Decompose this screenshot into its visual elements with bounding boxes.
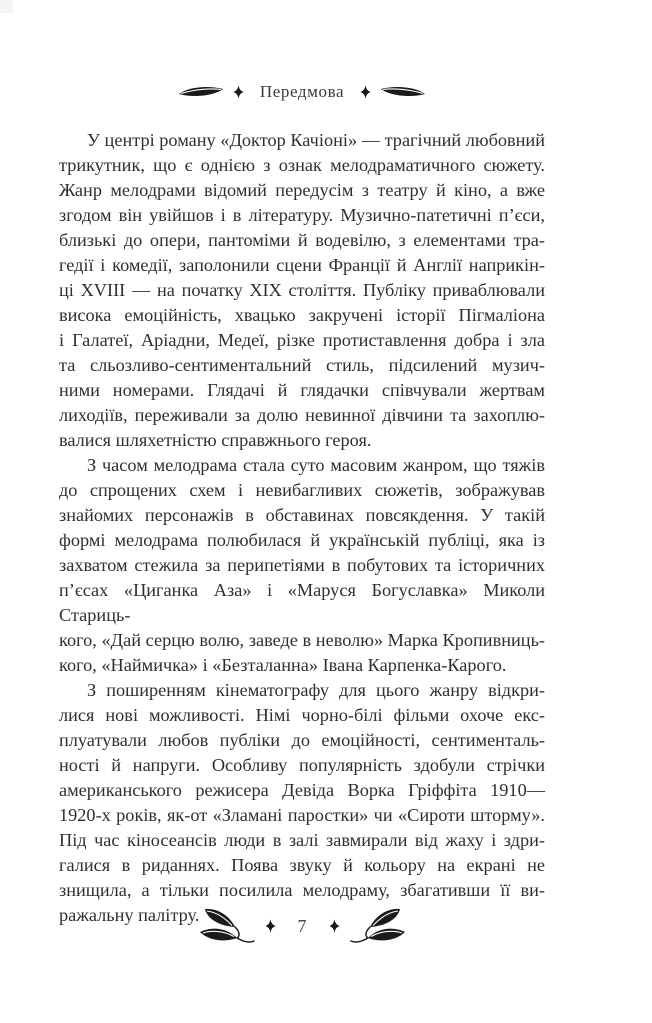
- text-line: З часом мелодрама стала суто масовим жанром, що тяжів: [87, 455, 545, 475]
- text-line: 1920-х років, як-от «Зламані паростки» чи «Сироти шторму».: [59, 805, 545, 825]
- text-line: кого, «Наймичка» і «Безталанна» Івана Карпенка-Карого.: [59, 655, 507, 675]
- text-line: формі мелодрама полюбилася й українській публіці, яка із: [59, 530, 545, 550]
- text-line: п’єсах «Циганка Аза» і «Маруся Богуславка» Миколи Стариць-: [59, 580, 545, 625]
- text-line: та сльозливо-сентиментальний стиль, підсилений музич-: [59, 355, 545, 375]
- text-line: ражальну палітру.: [59, 905, 200, 925]
- text-line: У центрі роману «Доктор Качіоні» — трагічний любовний: [87, 130, 545, 150]
- text-line: ці XVIII — на початку XIX століття. Публіку приваблювали: [59, 280, 545, 300]
- diamond-star-icon: [233, 85, 244, 99]
- text-line: висока емоційність, хвацько закручені історії Пігмаліона: [59, 305, 545, 325]
- diamond-star-icon: [360, 85, 371, 99]
- chapter-header: [59, 76, 545, 108]
- text-line: трикутник, що є однією з ознак мелодраматичного сюжету.: [59, 155, 545, 175]
- text-line: захватом стежила за перипетіями в побутових та історичних: [59, 555, 545, 575]
- text-line: Під час кіносеансів люди в залі завмирали від жаху і здри-: [59, 830, 545, 850]
- text-line: ності й напруги. Особливу популярність здобули стрічки: [59, 755, 545, 775]
- text-line: галися в риданнях. Поява звуку й кольору на екрані не: [59, 855, 545, 875]
- text-line: знайомих персонажів в обставинах повсякдення. У такій: [59, 505, 545, 525]
- text-line: Жанр мелодрами відомий передусім з театру й кіно, а вже: [59, 180, 545, 200]
- text-line: і Галатеї, Аріадни, Медеї, різке протиставлення добра і зла: [59, 330, 545, 350]
- leaf-ornament-icon: [380, 85, 426, 99]
- corner-artifact: [0, 0, 13, 13]
- text-line: знищила, а тільки посилила мелодраму, збагативши її ви-: [59, 880, 545, 900]
- text-line: лиходіїв, переживали за долю невинної дівчини та захоплю-: [59, 405, 545, 425]
- text-line: валися шляхетністю справжнього героя.: [59, 430, 372, 450]
- leaf-sprig-icon: [199, 905, 255, 947]
- text-line: близькі до опери, пантоміми й водевілю, з елементами тра-: [59, 230, 545, 250]
- text-line: американського режисера Девіда Ворка Гріффіта 1910—: [59, 780, 545, 800]
- leaf-ornament-icon: [178, 85, 224, 99]
- page-footer: [59, 904, 545, 948]
- text-line: лися нові можливості. Німі чорно-білі фільми охоче екс-: [59, 705, 545, 725]
- diamond-star-icon: [265, 919, 276, 933]
- text-line: до спрощених схем і невибагливих сюжетів, зображував: [59, 480, 545, 500]
- leaf-sprig-icon: [350, 905, 406, 947]
- text-line: гедії і комедії, заполонили сцени Франції й Англії наприкін-: [59, 255, 545, 275]
- diamond-star-icon: [329, 919, 340, 933]
- text-line: плуатували любов публіки до емоційності, сентименталь-: [59, 730, 545, 750]
- chapter-title: Передмова: [259, 82, 345, 101]
- text-line: ними номерами. Глядачі й глядачки співчували жертвам: [59, 380, 545, 400]
- page-number: 7: [297, 915, 307, 936]
- body-text: [59, 128, 545, 928]
- text-line: згодом він увійшов і в літературу. Музично-патетичні п’єси,: [59, 205, 545, 225]
- text-line: кого, «Дай серцю волю, заведе в неволю» Марка Кропивниць-: [59, 630, 545, 650]
- text-line: З поширенням кінематографу для цього жанру відкри-: [87, 680, 545, 700]
